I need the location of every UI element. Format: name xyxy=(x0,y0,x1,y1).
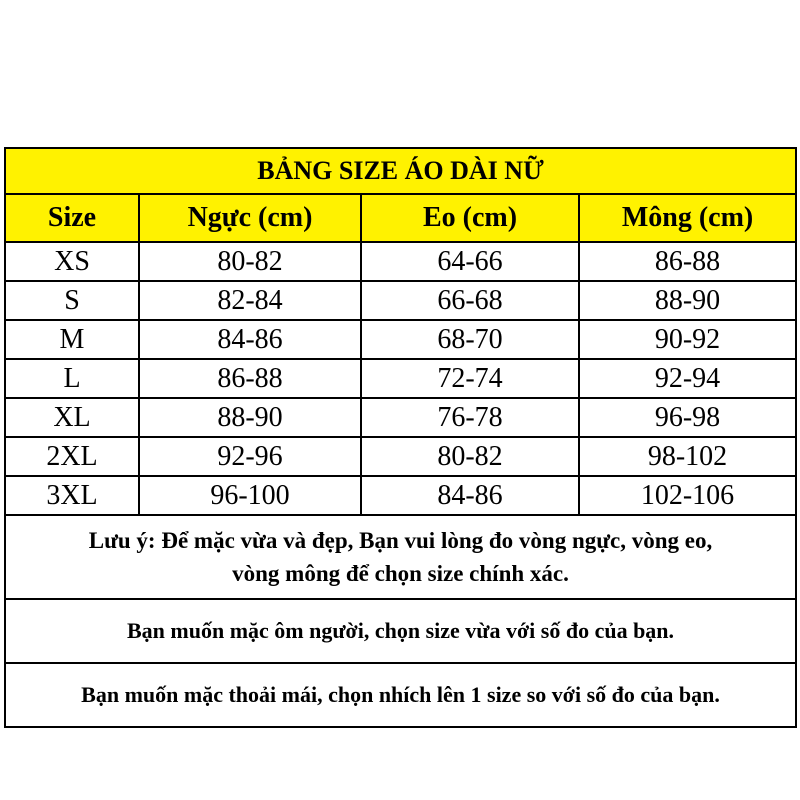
cell-chest: 80-82 xyxy=(139,242,361,281)
header-row xyxy=(5,194,796,242)
cell-chest: 86-88 xyxy=(139,359,361,398)
cell-chest: 88-90 xyxy=(139,398,361,437)
cell-waist: 68-70 xyxy=(361,320,579,359)
note-line-2: vòng mông để chọn size chính xác. xyxy=(232,561,569,586)
header-hip: Mông (cm) xyxy=(579,194,796,242)
size-table xyxy=(4,147,797,728)
cell-waist: 64-66 xyxy=(361,242,579,281)
tip-fitted: Bạn muốn mặc ôm người, chọn size vừa với số đo của bạn. xyxy=(5,599,796,663)
cell-waist: 76-78 xyxy=(361,398,579,437)
cell-size: 2XL xyxy=(5,437,139,476)
size-chart xyxy=(4,147,795,728)
note-line-1: Lưu ý: Để mặc vừa và đẹp, Bạn vui lòng đo vòng ngực, vòng eo, xyxy=(88,527,713,553)
table-row xyxy=(5,437,796,476)
cell-size: L xyxy=(5,359,139,398)
cell-hip: 88-90 xyxy=(579,281,796,320)
cell-hip: 96-98 xyxy=(579,398,796,437)
header-size: Size xyxy=(5,194,139,242)
cell-hip: 86-88 xyxy=(579,242,796,281)
tip-row-loose xyxy=(5,663,796,727)
cell-hip: 102-106 xyxy=(579,476,796,515)
cell-waist: 84-86 xyxy=(361,476,579,515)
tip-loose: Bạn muốn mặc thoải mái, chọn nhích lên 1 size so với số đo của bạn. xyxy=(5,663,796,727)
tip-row-fitted xyxy=(5,599,796,663)
cell-size: S xyxy=(5,281,139,320)
table-row xyxy=(5,398,796,437)
table-title: BẢNG SIZE ÁO DÀI NỮ xyxy=(5,148,796,194)
table-row xyxy=(5,476,796,515)
cell-size: XS xyxy=(5,242,139,281)
note-row xyxy=(5,515,796,599)
title-row xyxy=(5,148,796,194)
cell-hip: 98-102 xyxy=(579,437,796,476)
table-row xyxy=(5,359,796,398)
cell-chest: 92-96 xyxy=(139,437,361,476)
cell-chest: 82-84 xyxy=(139,281,361,320)
cell-chest: 96-100 xyxy=(139,476,361,515)
measurement-note xyxy=(5,515,796,599)
table-row xyxy=(5,320,796,359)
cell-size: XL xyxy=(5,398,139,437)
table-row xyxy=(5,242,796,281)
cell-waist: 72-74 xyxy=(361,359,579,398)
header-waist: Eo (cm) xyxy=(361,194,579,242)
cell-size: 3XL xyxy=(5,476,139,515)
header-chest: Ngực (cm) xyxy=(139,194,361,242)
cell-hip: 90-92 xyxy=(579,320,796,359)
cell-size: M xyxy=(5,320,139,359)
cell-hip: 92-94 xyxy=(579,359,796,398)
cell-waist: 66-68 xyxy=(361,281,579,320)
cell-chest: 84-86 xyxy=(139,320,361,359)
cell-waist: 80-82 xyxy=(361,437,579,476)
table-row xyxy=(5,281,796,320)
